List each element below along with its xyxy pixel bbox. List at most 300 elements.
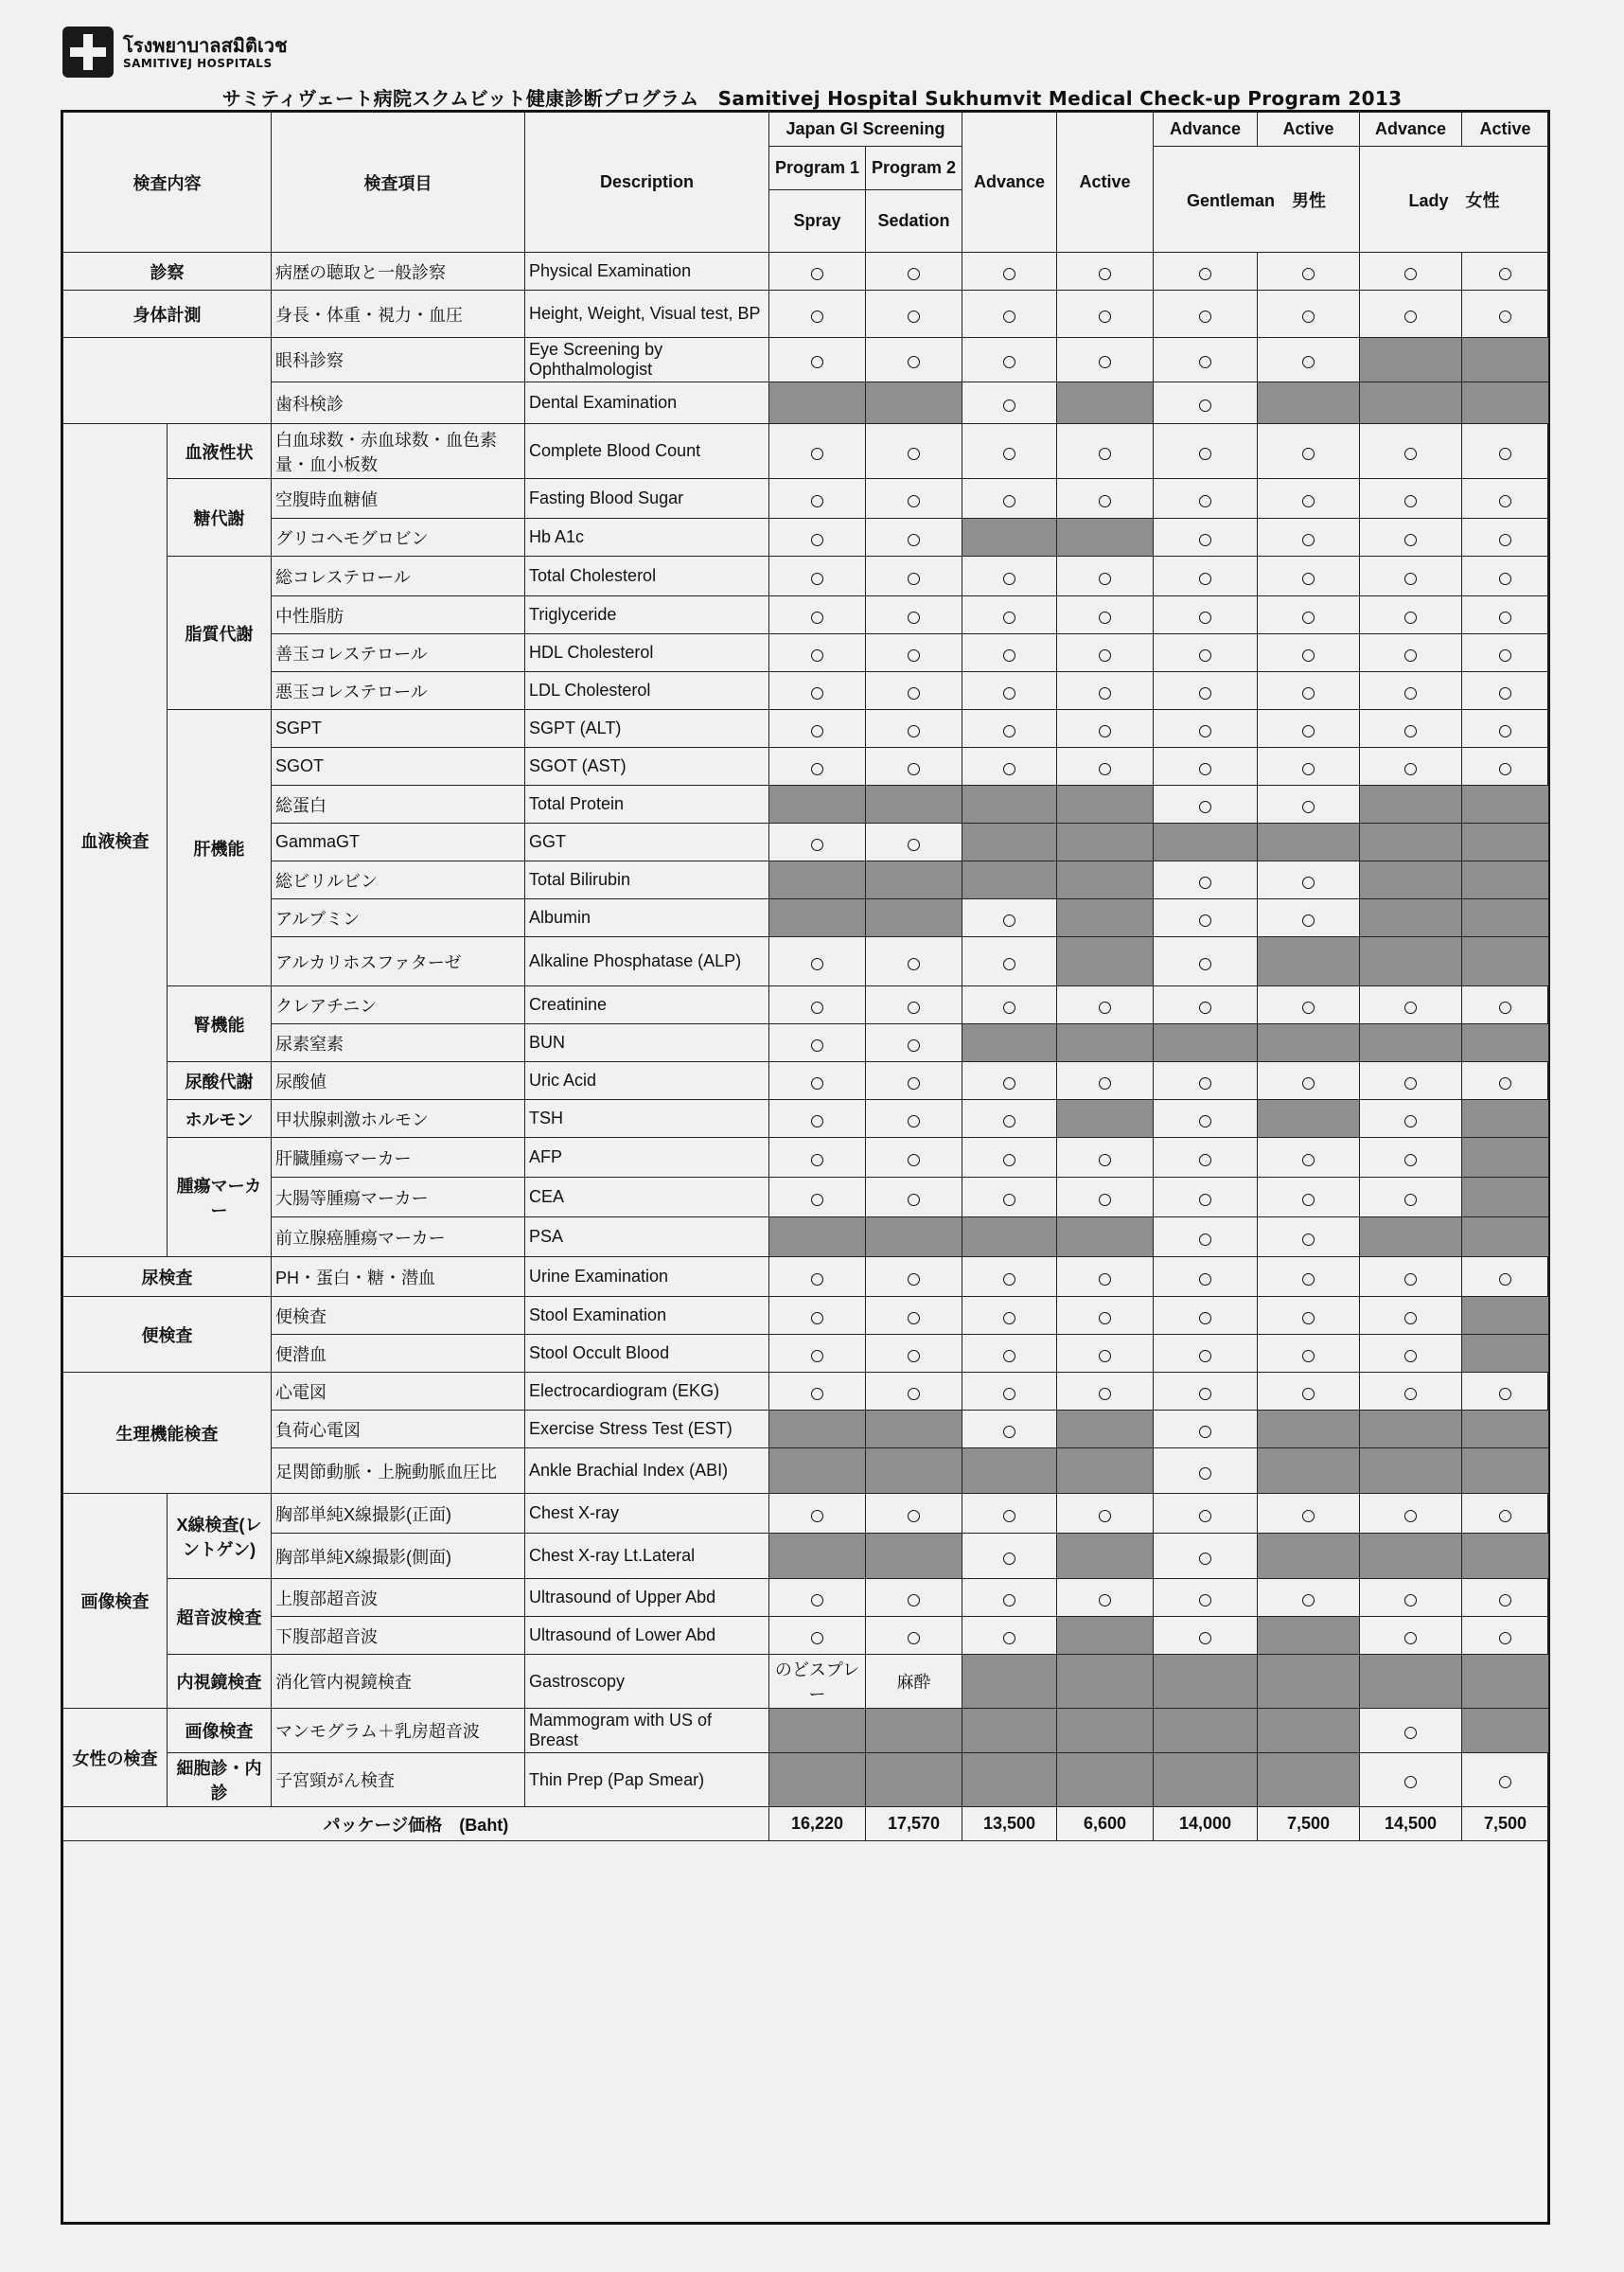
included-mark: [1154, 424, 1258, 479]
circle-icon: [1099, 448, 1111, 460]
included-mark: [1154, 479, 1258, 519]
header-spray: Spray: [769, 190, 866, 253]
not-included-cell: [1360, 382, 1462, 424]
table-row: [63, 1753, 1549, 1807]
included-mark: [1360, 1709, 1462, 1753]
not-included-cell: [1258, 1709, 1360, 1753]
circle-icon: [1003, 1350, 1015, 1362]
circle-icon: [1302, 763, 1315, 775]
header-lady-active: Active: [1462, 113, 1549, 147]
circle-icon: [1499, 495, 1511, 507]
subcategory-cell: 腎機能: [168, 986, 272, 1062]
not-included-cell: [1258, 1753, 1360, 1807]
price-row: [63, 1807, 1549, 1841]
circle-icon: [1499, 763, 1511, 775]
circle-icon: [1302, 649, 1315, 662]
included-mark: [1057, 291, 1154, 338]
table-row: [63, 634, 1549, 672]
not-included-cell: [1057, 382, 1154, 424]
category-cell: 身体計測: [63, 291, 272, 338]
table-row: [63, 1297, 1549, 1335]
item-cell: 消化管内視鏡検査: [272, 1655, 525, 1709]
description-cell: Uric Acid: [525, 1062, 769, 1100]
included-mark: [1462, 596, 1549, 634]
not-included-cell: [1057, 1217, 1154, 1257]
circle-icon: [1003, 649, 1015, 662]
included-mark: [1462, 519, 1549, 557]
table-row: [63, 519, 1549, 557]
not-included-cell: [1462, 786, 1549, 824]
included-mark: [1154, 786, 1258, 824]
not-included-cell: [962, 1217, 1057, 1257]
included-mark: [1462, 710, 1549, 748]
category-cell: [63, 338, 272, 424]
circle-icon: [1199, 1350, 1211, 1362]
included-mark: [769, 1178, 866, 1217]
not-included-cell: [1462, 1709, 1549, 1753]
included-mark: [1154, 291, 1258, 338]
not-included-cell: [769, 1448, 866, 1494]
circle-icon: [908, 612, 920, 624]
included-mark: [866, 1024, 962, 1062]
table-row: [63, 1709, 1549, 1753]
not-included-cell: [962, 861, 1057, 899]
included-mark: [1462, 479, 1549, 519]
table-row: [63, 1335, 1549, 1373]
included-mark: [962, 338, 1057, 382]
circle-icon: [1404, 1727, 1417, 1739]
circle-icon: [1302, 1312, 1315, 1324]
included-mark: [1462, 986, 1549, 1024]
not-included-cell: [1462, 861, 1549, 899]
included-mark: [1258, 986, 1360, 1024]
included-mark: [769, 291, 866, 338]
included-mark: [1360, 596, 1462, 634]
description-cell: SGOT (AST): [525, 748, 769, 786]
not-included-cell: [1258, 1411, 1360, 1448]
not-included-cell: [1360, 1448, 1462, 1494]
included-mark: [1258, 1494, 1360, 1534]
included-mark: [1360, 1335, 1462, 1373]
not-included-cell: [1462, 1335, 1549, 1373]
item-cell: 総コレステロール: [272, 557, 525, 596]
included-mark: [866, 1062, 962, 1100]
included-mark: [1258, 338, 1360, 382]
included-mark: [769, 479, 866, 519]
subcategory-cell: 血液性状: [168, 424, 272, 479]
not-included-cell: [1154, 1709, 1258, 1753]
circle-icon: [811, 839, 823, 851]
included-mark: [1154, 1217, 1258, 1257]
category-cell: 血液検査: [63, 424, 168, 1257]
circle-icon: [1404, 1273, 1417, 1286]
not-included-cell: [1057, 899, 1154, 937]
circle-icon: [1404, 687, 1417, 700]
circle-icon: [1199, 612, 1211, 624]
circle-icon: [1404, 1194, 1417, 1206]
circle-icon: [1302, 1273, 1315, 1286]
circle-icon: [1199, 311, 1211, 323]
included-mark: [1462, 424, 1549, 479]
not-included-cell: [866, 1709, 962, 1753]
included-mark: [962, 291, 1057, 338]
not-included-cell: [1057, 1448, 1154, 1494]
circle-icon: [908, 1194, 920, 1206]
category-cell: 生理機能検査: [63, 1373, 272, 1494]
circle-icon: [1302, 268, 1315, 280]
circle-icon: [1404, 1154, 1417, 1166]
circle-icon: [1099, 495, 1111, 507]
description-cell: Hb A1c: [525, 519, 769, 557]
description-cell: Alkaline Phosphatase (ALP): [525, 937, 769, 986]
not-included-cell: [1462, 1138, 1549, 1178]
circle-icon: [1003, 399, 1015, 412]
not-included-cell: [962, 786, 1057, 824]
not-included-cell: [1462, 824, 1549, 861]
circle-icon: [1302, 1194, 1315, 1206]
not-included-cell: [1360, 1217, 1462, 1257]
circle-icon: [1404, 1776, 1417, 1788]
circle-icon: [1499, 573, 1511, 585]
included-mark: [1462, 1753, 1549, 1807]
circle-icon: [1404, 573, 1417, 585]
item-cell: マンモグラム＋乳房超音波: [272, 1709, 525, 1753]
included-mark: [1462, 634, 1549, 672]
item-cell: 尿素窒素: [272, 1024, 525, 1062]
included-mark: [866, 479, 962, 519]
circle-icon: [908, 1115, 920, 1127]
included-mark: [1360, 1753, 1462, 1807]
included-mark: [769, 1257, 866, 1297]
circle-icon: [1499, 1273, 1511, 1286]
table-row: [63, 1178, 1549, 1217]
not-included-cell: [1154, 824, 1258, 861]
included-mark: [1462, 1617, 1549, 1655]
item-cell: 総ビリルビン: [272, 861, 525, 899]
circle-icon: [1499, 1002, 1511, 1014]
description-cell: Mammogram with US of Breast: [525, 1709, 769, 1753]
not-included-cell: [1462, 338, 1549, 382]
circle-icon: [908, 1002, 920, 1014]
not-included-cell: [962, 824, 1057, 861]
header-japan-gi: Japan GI Screening: [769, 113, 962, 147]
subcategory-cell: 糖代謝: [168, 479, 272, 557]
checkup-table: [62, 112, 1549, 1841]
circle-icon: [1499, 1594, 1511, 1606]
included-mark: [1057, 1297, 1154, 1335]
circle-icon: [1199, 1234, 1211, 1246]
not-included-cell: [866, 786, 962, 824]
description-cell: Complete Blood Count: [525, 424, 769, 479]
item-cell: 便潜血: [272, 1335, 525, 1373]
circle-icon: [1003, 573, 1015, 585]
included-mark: [1154, 899, 1258, 937]
table-row: [63, 1373, 1549, 1411]
not-included-cell: [1258, 1534, 1360, 1579]
included-mark: [866, 291, 962, 338]
not-included-cell: [1154, 1655, 1258, 1709]
included-mark: [1258, 1257, 1360, 1297]
included-mark: [962, 1494, 1057, 1534]
included-mark: [1154, 596, 1258, 634]
header-sedation: Sedation: [866, 190, 962, 253]
table-row: [63, 672, 1549, 710]
circle-icon: [908, 1632, 920, 1644]
circle-icon: [811, 1510, 823, 1522]
item-cell: 総蛋白: [272, 786, 525, 824]
not-included-cell: [1462, 1178, 1549, 1217]
circle-icon: [1302, 1350, 1315, 1362]
included-mark: [1154, 1335, 1258, 1373]
circle-icon: [811, 448, 823, 460]
not-included-cell: [1462, 1217, 1549, 1257]
circle-icon: [1199, 1115, 1211, 1127]
included-mark: [1154, 1373, 1258, 1411]
included-mark: [1154, 1297, 1258, 1335]
circle-icon: [1003, 1077, 1015, 1090]
included-mark: [1360, 1257, 1462, 1297]
included-mark: [769, 986, 866, 1024]
included-mark: [1360, 1617, 1462, 1655]
category-cell: 診察: [63, 253, 272, 291]
page-title: サミティヴェート病院スクムビット健康診断プログラム Samitivej Hospital Sukhumvit Medical Check-up Program 2013: [221, 87, 1403, 110]
circle-icon: [1404, 495, 1417, 507]
circle-icon: [1099, 311, 1111, 323]
item-cell: 負荷心電図: [272, 1411, 525, 1448]
included-mark: [1057, 1138, 1154, 1178]
not-included-cell: [1462, 1655, 1549, 1709]
included-mark: [1057, 338, 1154, 382]
included-mark: [866, 937, 962, 986]
circle-icon: [908, 311, 920, 323]
included-mark: [962, 1257, 1057, 1297]
circle-icon: [1404, 1594, 1417, 1606]
included-mark: [1154, 519, 1258, 557]
included-mark: [769, 1373, 866, 1411]
not-included-cell: [1057, 1024, 1154, 1062]
circle-icon: [1199, 356, 1211, 368]
circle-icon: [1003, 914, 1015, 927]
circle-icon: [1302, 914, 1315, 927]
circle-icon: [1302, 725, 1315, 737]
logo-thai-text: โรงพยาบาลสมิติเวช: [123, 34, 288, 57]
item-cell: 中性脂肪: [272, 596, 525, 634]
included-mark: [962, 253, 1057, 291]
circle-icon: [1499, 1632, 1511, 1644]
included-mark: [1258, 291, 1360, 338]
circle-icon: [1302, 448, 1315, 460]
circle-icon: [1099, 268, 1111, 280]
included-mark: [1360, 291, 1462, 338]
circle-icon: [1302, 311, 1315, 323]
circle-icon: [811, 356, 823, 368]
included-mark: [1360, 479, 1462, 519]
included-mark: [962, 1373, 1057, 1411]
not-included-cell: [1360, 1655, 1462, 1709]
circle-icon: [811, 725, 823, 737]
not-included-cell: [1360, 861, 1462, 899]
not-included-cell: [769, 1534, 866, 1579]
circle-icon: [908, 1154, 920, 1166]
included-mark: [962, 596, 1057, 634]
table-row: [63, 1411, 1549, 1448]
included-mark: [962, 1579, 1057, 1617]
circle-icon: [811, 687, 823, 700]
included-mark: [1057, 710, 1154, 748]
included-mark: [1154, 1138, 1258, 1178]
circle-icon: [1003, 1553, 1015, 1565]
not-included-cell: [1462, 1411, 1549, 1448]
table-row: [63, 710, 1549, 748]
not-included-cell: [1154, 1753, 1258, 1807]
category-cell: 画像検査: [63, 1494, 168, 1709]
included-mark: [1258, 1297, 1360, 1335]
included-mark: [1154, 1411, 1258, 1448]
circle-icon: [1003, 763, 1015, 775]
table-row: [63, 424, 1549, 479]
included-mark: [1258, 710, 1360, 748]
not-included-cell: [1258, 1617, 1360, 1655]
not-included-cell: [1154, 1024, 1258, 1062]
item-cell: アルカリホスファターゼ: [272, 937, 525, 986]
not-included-cell: [1462, 937, 1549, 986]
included-mark: [962, 1178, 1057, 1217]
table-row: [63, 786, 1549, 824]
circle-icon: [1099, 649, 1111, 662]
circle-icon: [1199, 1510, 1211, 1522]
circle-icon: [1199, 1002, 1211, 1014]
circle-icon: [1404, 1510, 1417, 1522]
not-included-cell: [866, 1217, 962, 1257]
included-mark: [1057, 596, 1154, 634]
included-mark: [1360, 1100, 1462, 1138]
not-included-cell: [1258, 382, 1360, 424]
table-row: [63, 1100, 1549, 1138]
circle-icon: [908, 1388, 920, 1400]
circle-icon: [1199, 687, 1211, 700]
included-mark: [1154, 338, 1258, 382]
item-cell: 眼科診察: [272, 338, 525, 382]
circle-icon: [908, 1510, 920, 1522]
description-cell: Albumin: [525, 899, 769, 937]
not-included-cell: [769, 1217, 866, 1257]
item-cell: 肝臓腫瘍マーカー: [272, 1138, 525, 1178]
not-included-cell: [1057, 1655, 1154, 1709]
circle-icon: [811, 1154, 823, 1166]
included-mark: [1360, 710, 1462, 748]
circle-icon: [1003, 268, 1015, 280]
circle-icon: [1003, 311, 1015, 323]
circle-icon: [1199, 649, 1211, 662]
included-mark: [1154, 382, 1258, 424]
included-mark: [1154, 557, 1258, 596]
item-cell: 子宮頸がん検査: [272, 1753, 525, 1807]
not-included-cell: [866, 861, 962, 899]
circle-icon: [1302, 877, 1315, 889]
circle-icon: [1404, 1115, 1417, 1127]
included-mark: [1258, 1138, 1360, 1178]
included-mark: [866, 634, 962, 672]
included-mark: [1154, 1579, 1258, 1617]
included-mark: [1057, 424, 1154, 479]
included-mark: [962, 634, 1057, 672]
circle-icon: [908, 534, 920, 546]
price-value: 7,500: [1462, 1807, 1549, 1841]
description-cell: Electrocardiogram (EKG): [525, 1373, 769, 1411]
header-active: Active: [1057, 113, 1154, 253]
price-value: 17,570: [866, 1807, 962, 1841]
not-included-cell: [1057, 1411, 1154, 1448]
circle-icon: [908, 763, 920, 775]
price-value: 16,220: [769, 1807, 866, 1841]
item-cell: 足関節動脈・上腕動脈血圧比: [272, 1448, 525, 1494]
table-row: [63, 1494, 1549, 1534]
circle-icon: [1099, 1594, 1111, 1606]
not-included-cell: [962, 1448, 1057, 1494]
included-mark: [866, 1297, 962, 1335]
circle-icon: [908, 649, 920, 662]
description-cell: Creatinine: [525, 986, 769, 1024]
included-mark: [1462, 1373, 1549, 1411]
included-mark: [1057, 1373, 1154, 1411]
header-item: 検査項目: [272, 113, 525, 253]
circle-icon: [1404, 534, 1417, 546]
header-advance: Advance: [962, 113, 1057, 253]
included-mark: [1154, 253, 1258, 291]
not-included-cell: [866, 1448, 962, 1494]
included-mark: [1258, 253, 1360, 291]
circle-icon: [1099, 1273, 1111, 1286]
not-included-cell: [1462, 899, 1549, 937]
description-cell: SGPT (ALT): [525, 710, 769, 748]
circle-icon: [1499, 1388, 1511, 1400]
gastroscopy-method: 麻酔: [866, 1655, 962, 1709]
not-included-cell: [1360, 937, 1462, 986]
included-mark: [1462, 1494, 1549, 1534]
not-included-cell: [866, 382, 962, 424]
circle-icon: [1302, 356, 1315, 368]
circle-icon: [1099, 1350, 1111, 1362]
circle-icon: [1003, 1510, 1015, 1522]
circle-icon: [1199, 534, 1211, 546]
not-included-cell: [769, 861, 866, 899]
not-included-cell: [1360, 1024, 1462, 1062]
circle-icon: [1404, 763, 1417, 775]
circle-icon: [1199, 914, 1211, 927]
header-lady-advance: Advance: [1360, 113, 1462, 147]
price-label: パッケージ価格 (Baht): [63, 1807, 769, 1841]
not-included-cell: [1360, 1411, 1462, 1448]
circle-icon: [811, 649, 823, 662]
description-cell: PSA: [525, 1217, 769, 1257]
included-mark: [866, 1494, 962, 1534]
included-mark: [769, 424, 866, 479]
included-mark: [962, 1534, 1057, 1579]
included-mark: [1258, 557, 1360, 596]
included-mark: [769, 1617, 866, 1655]
item-cell: 大腸等腫瘍マーカー: [272, 1178, 525, 1217]
subcategory-cell: X線検査(レントゲン): [168, 1494, 272, 1579]
table-row: [63, 1534, 1549, 1579]
circle-icon: [1404, 268, 1417, 280]
table-row: [63, 1655, 1549, 1709]
header-gentleman-advance: Advance: [1154, 113, 1258, 147]
circle-icon: [811, 1115, 823, 1127]
included-mark: [866, 1178, 962, 1217]
included-mark: [769, 748, 866, 786]
not-included-cell: [1462, 1024, 1549, 1062]
included-mark: [1360, 1373, 1462, 1411]
